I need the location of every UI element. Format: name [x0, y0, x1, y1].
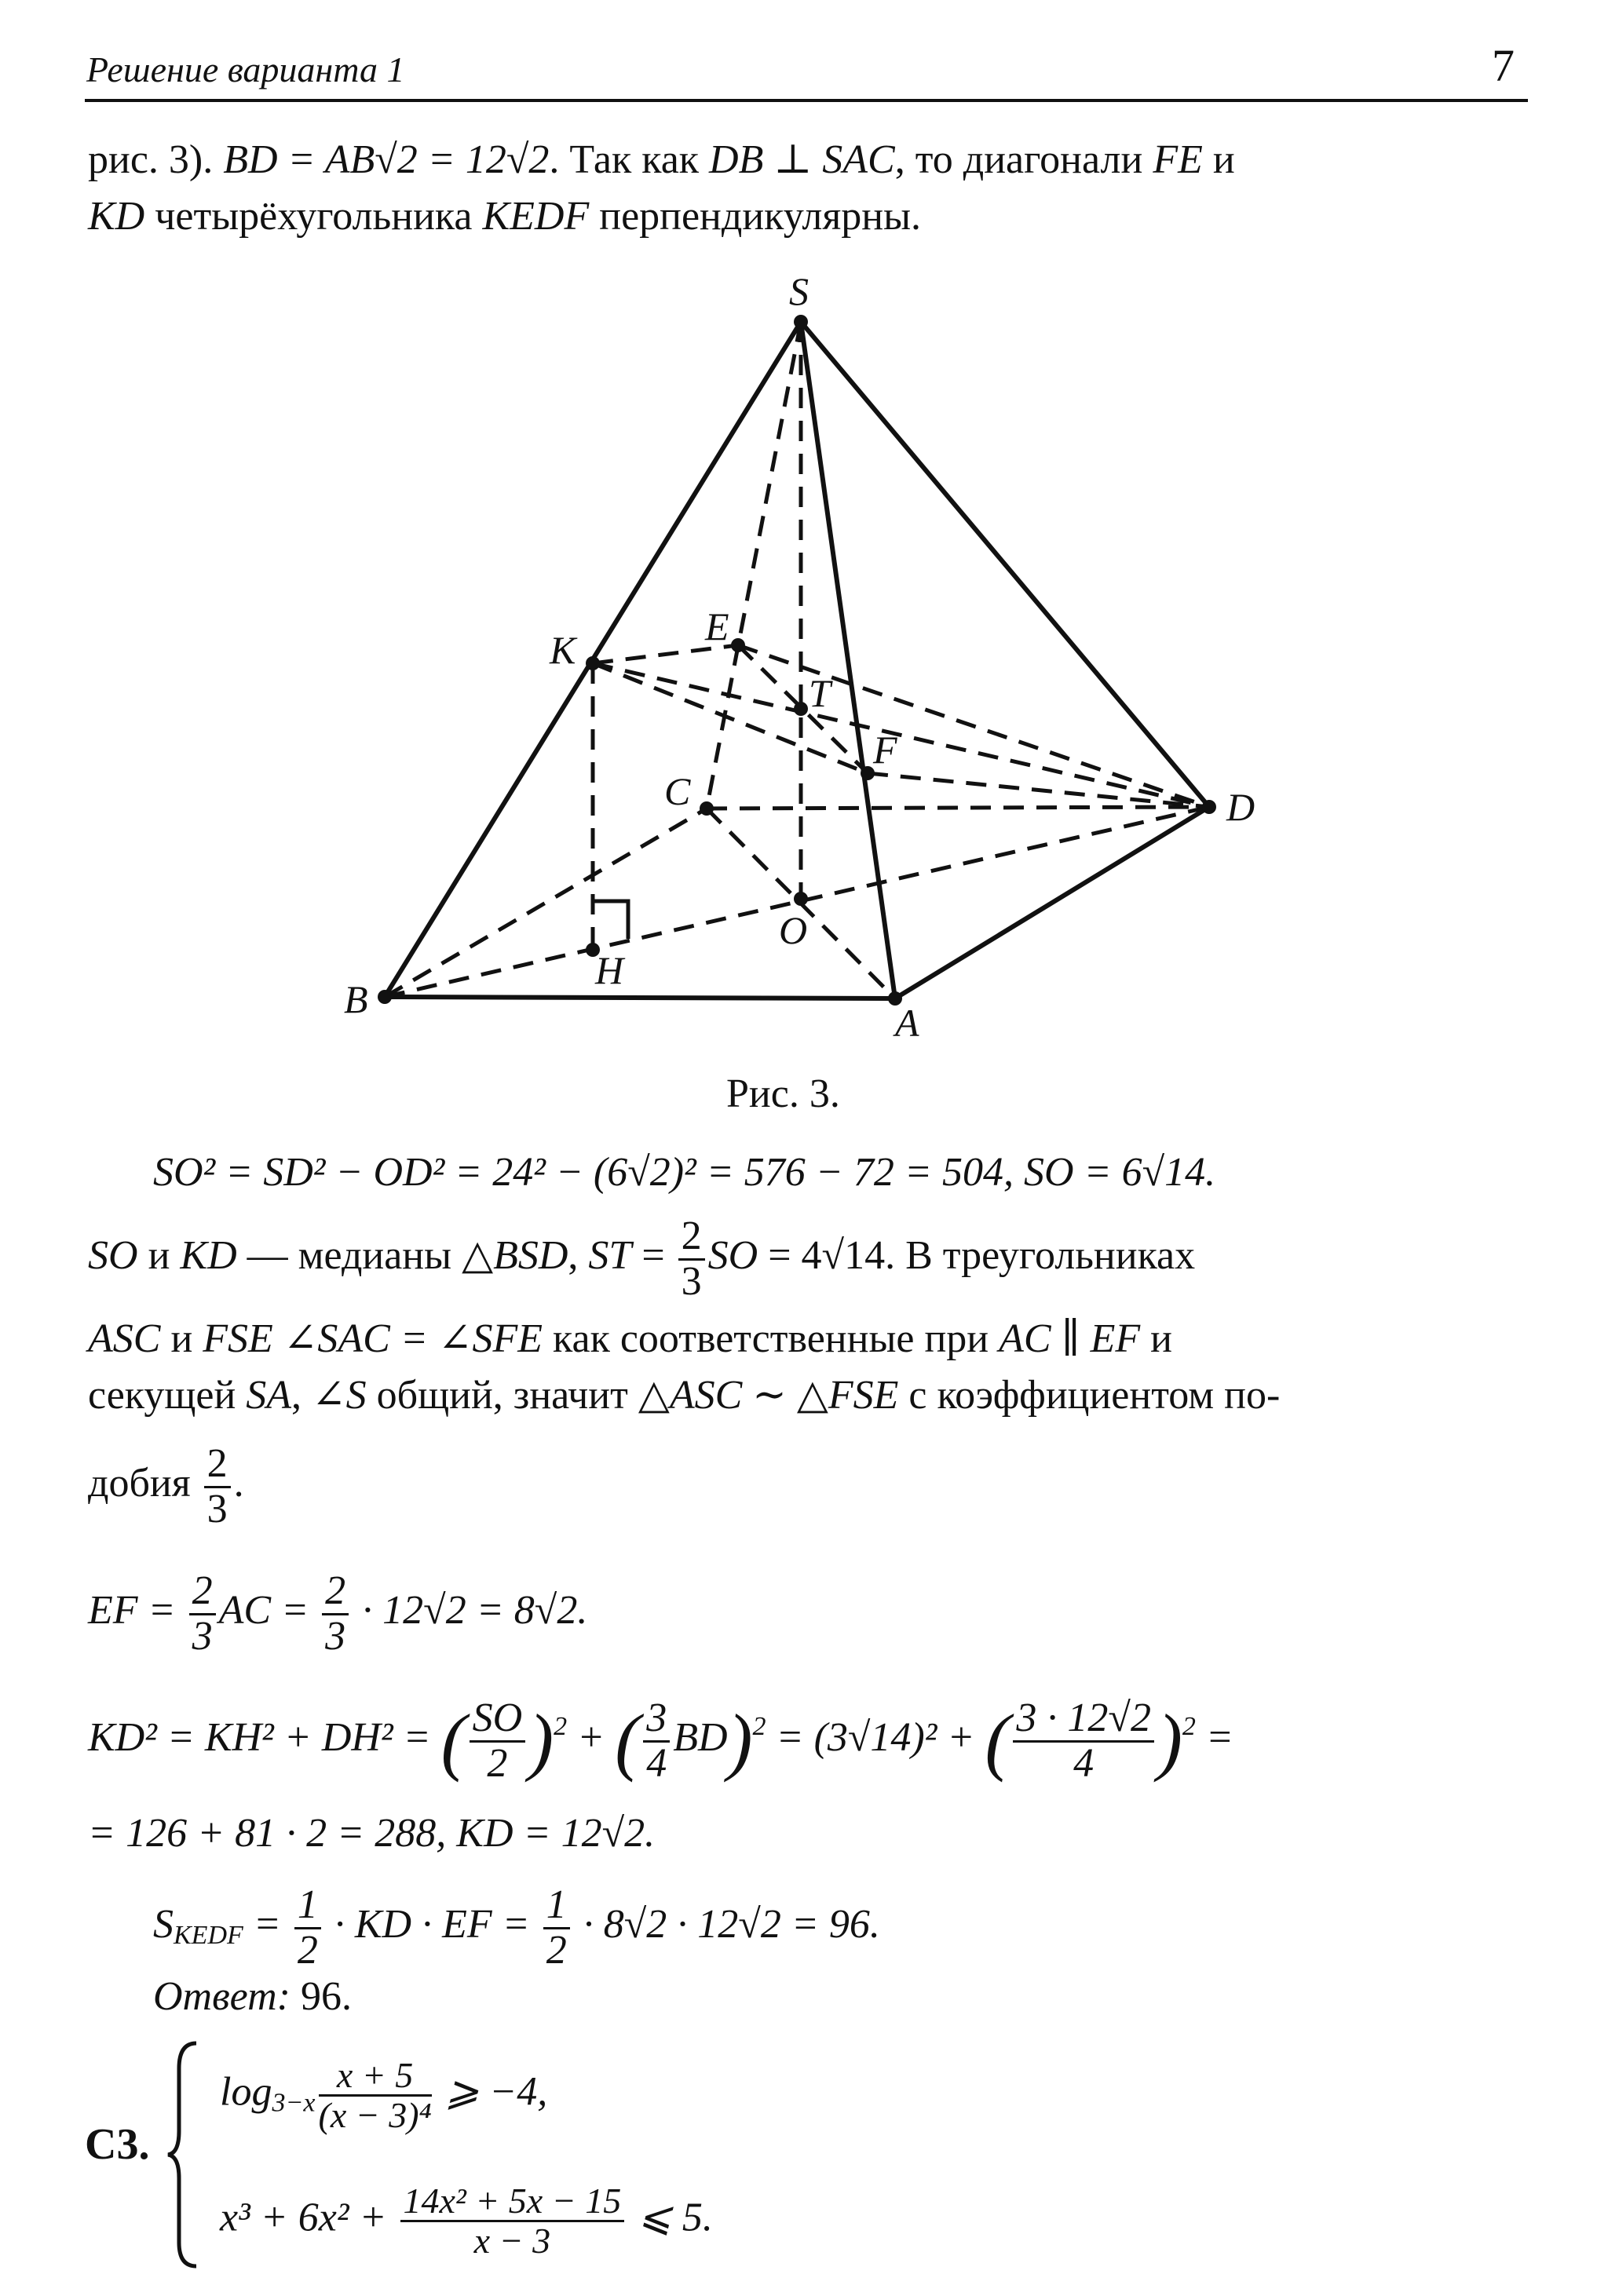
- exponent: 2: [554, 1712, 568, 1742]
- triangles-line: [88, 1316, 1172, 1361]
- formula: S: [153, 1902, 174, 1947]
- text: и: [160, 1316, 203, 1361]
- formula: SA: [246, 1373, 292, 1418]
- page-number: 7: [1492, 40, 1515, 91]
- denominator: 2: [546, 1927, 567, 1973]
- fraction: [678, 1215, 705, 1303]
- medians-line: [88, 1215, 1195, 1303]
- answer: [153, 1974, 352, 2019]
- formula: ⩽ 5.: [627, 2195, 713, 2240]
- fraction: [470, 1697, 526, 1785]
- denominator: x − 3: [473, 2221, 551, 2261]
- denominator: 3: [325, 1613, 346, 1659]
- point-E: [731, 638, 745, 652]
- label-D: D: [1226, 785, 1255, 829]
- numerator: 1: [294, 1884, 321, 1929]
- label-F: F: [873, 728, 897, 772]
- denominator: 3: [206, 1486, 228, 1531]
- edge-BC: [385, 809, 707, 997]
- formula: DB ⊥ SAC: [709, 137, 895, 182]
- point-C: [700, 801, 714, 816]
- formula: ASC: [88, 1316, 161, 1361]
- formula: BD = AB√2 = 12√2: [223, 137, 550, 182]
- subscript: 3−x: [272, 2088, 316, 2118]
- problem-eq-2: [220, 2182, 713, 2261]
- numerator: 2: [189, 1570, 216, 1615]
- denominator: 3: [192, 1613, 213, 1659]
- text: . В треугольниках: [885, 1233, 1196, 1279]
- text: , то диагонали: [894, 137, 1153, 182]
- denominator: (x − 3)⁴: [318, 2095, 432, 2136]
- vertices: [378, 315, 1216, 1006]
- exponent: 2: [1182, 1712, 1196, 1742]
- edge-CD: [707, 807, 1209, 809]
- text: и: [1140, 1316, 1172, 1361]
- formula: BD: [673, 1715, 728, 1761]
- formula: = 4√14: [758, 1233, 886, 1279]
- point-B: [378, 990, 392, 1004]
- text: , ∠: [291, 1373, 346, 1418]
- formula: ⩾ −4,: [434, 2069, 548, 2115]
- point-T: [794, 702, 808, 716]
- area-equation: [153, 1884, 880, 1972]
- label-K: K: [550, 628, 576, 672]
- formula: KD: [180, 1233, 237, 1279]
- system-brace: [165, 2037, 204, 2272]
- text: — медианы △: [236, 1233, 494, 1279]
- kd-equation: [88, 1697, 1233, 1785]
- formula: · 12√2 = 8√2.: [352, 1588, 588, 1633]
- fraction: [189, 1570, 216, 1658]
- denominator: 2: [297, 1927, 318, 1973]
- text: добия: [88, 1461, 201, 1506]
- paren: ): [528, 1699, 554, 1783]
- edge-BA: [385, 997, 895, 998]
- formula: = (3√14)² +: [766, 1715, 985, 1761]
- running-header: Решение варианта 1: [86, 49, 405, 89]
- denominator: 4: [1073, 1740, 1095, 1786]
- text: секущей: [88, 1373, 247, 1418]
- denominator: 4: [646, 1740, 667, 1786]
- point-O: [794, 892, 808, 906]
- formula: FE: [1153, 137, 1203, 182]
- pyramid-figure: [0, 0, 1608, 1099]
- text: ,: [568, 1233, 589, 1279]
- text: как соответственные при: [543, 1316, 1000, 1361]
- formula: · KD · EF =: [323, 1902, 540, 1947]
- point-K: [586, 656, 600, 670]
- paren: (: [615, 1699, 641, 1783]
- numerator: 14x² + 5x − 15: [400, 2182, 625, 2222]
- formula: BSD: [493, 1233, 568, 1279]
- text: рис. 3).: [88, 137, 224, 182]
- subscript: KEDF: [174, 1921, 243, 1951]
- paren: (: [440, 1699, 466, 1783]
- right-angle-mark: [593, 901, 628, 939]
- denominator: 2: [487, 1740, 508, 1786]
- kd-result: = 126 + 81 · 2 = 288, KD = 12√2.: [88, 1811, 656, 1856]
- numerator: 2: [322, 1570, 349, 1615]
- label-A: A: [895, 1001, 919, 1045]
- formula: KD: [88, 194, 145, 239]
- secant-line: [88, 1375, 1280, 1416]
- numerator: 1: [543, 1884, 570, 1929]
- text: перпендикулярны.: [589, 194, 922, 239]
- answer-value: 96.: [290, 1974, 352, 2019]
- fraction: [319, 2057, 432, 2135]
- formula: SO: [707, 1233, 758, 1279]
- ef-equation: [88, 1570, 587, 1658]
- exponent: 2: [752, 1712, 766, 1742]
- point-S: [794, 315, 808, 329]
- paren: (: [985, 1699, 1010, 1783]
- label-S: S: [789, 269, 809, 313]
- paren: ): [1157, 1699, 1182, 1783]
- fraction: [204, 1443, 231, 1531]
- label-E: E: [705, 604, 729, 648]
- fraction: [543, 1884, 570, 1972]
- label-C: C: [664, 769, 691, 813]
- fraction: [643, 1697, 670, 1785]
- formula: ∠SAC = ∠SFE: [272, 1316, 543, 1361]
- text: и: [137, 1233, 181, 1279]
- formula: KD² = KH² + DH² =: [88, 1715, 441, 1761]
- edge-AD: [895, 807, 1209, 998]
- figure-caption: Рис. 3.: [726, 1071, 840, 1116]
- numerator: 3: [643, 1697, 670, 1743]
- formula: AC =: [218, 1588, 320, 1633]
- formula: ASC ∼ △FSE: [669, 1373, 899, 1418]
- numerator: 2: [204, 1443, 231, 1488]
- formula: +: [567, 1715, 616, 1761]
- label-B: B: [344, 977, 368, 1021]
- point-D: [1202, 800, 1216, 814]
- formula: EF =: [88, 1588, 186, 1633]
- text: с коэффициентом по-: [898, 1373, 1281, 1418]
- numerator: SO: [470, 1697, 526, 1743]
- text: и: [1202, 137, 1235, 182]
- numerator: x + 5: [319, 2057, 432, 2097]
- denominator: 3: [681, 1258, 702, 1304]
- numerator: 2: [678, 1215, 705, 1261]
- formula: KEDF: [482, 194, 590, 239]
- formula: SO: [88, 1233, 138, 1279]
- text: четырёхугольника: [144, 194, 483, 239]
- text: . Так как: [549, 137, 710, 182]
- text: .: [233, 1461, 244, 1506]
- numerator: 3 · 12√2: [1013, 1697, 1154, 1743]
- formula: =: [1195, 1715, 1234, 1761]
- formula: ST: [588, 1233, 632, 1279]
- edge-SD: [801, 322, 1209, 807]
- formula: log: [220, 2069, 272, 2115]
- so-equation: SO² = SD² − OD² = 24² − (6√2)² = 576 − 72 = 504, SO = 6√14.: [153, 1150, 1216, 1195]
- fraction: [400, 2182, 625, 2261]
- text: =: [631, 1233, 675, 1279]
- similarity-line: [88, 1443, 244, 1531]
- problem-eq-1: [220, 2057, 547, 2135]
- fraction: [1013, 1697, 1154, 1785]
- formula: S: [345, 1373, 367, 1418]
- text: общий, значит △: [366, 1373, 670, 1418]
- label-H: H: [595, 948, 624, 992]
- formula: AC ∥ EF: [999, 1316, 1141, 1361]
- formula: · 8√2 · 12√2 = 96.: [572, 1902, 880, 1947]
- answer-label: Ответ:: [153, 1974, 291, 2019]
- fraction: [294, 1884, 321, 1972]
- label-O: O: [779, 908, 808, 952]
- formula: FSE: [203, 1316, 273, 1361]
- paren: ): [727, 1699, 753, 1783]
- fraction: [322, 1570, 349, 1658]
- problem-label: C3.: [85, 2120, 150, 2169]
- formula: x³ + 6x² +: [220, 2195, 397, 2240]
- label-T: T: [809, 671, 831, 715]
- formula: =: [243, 1902, 291, 1947]
